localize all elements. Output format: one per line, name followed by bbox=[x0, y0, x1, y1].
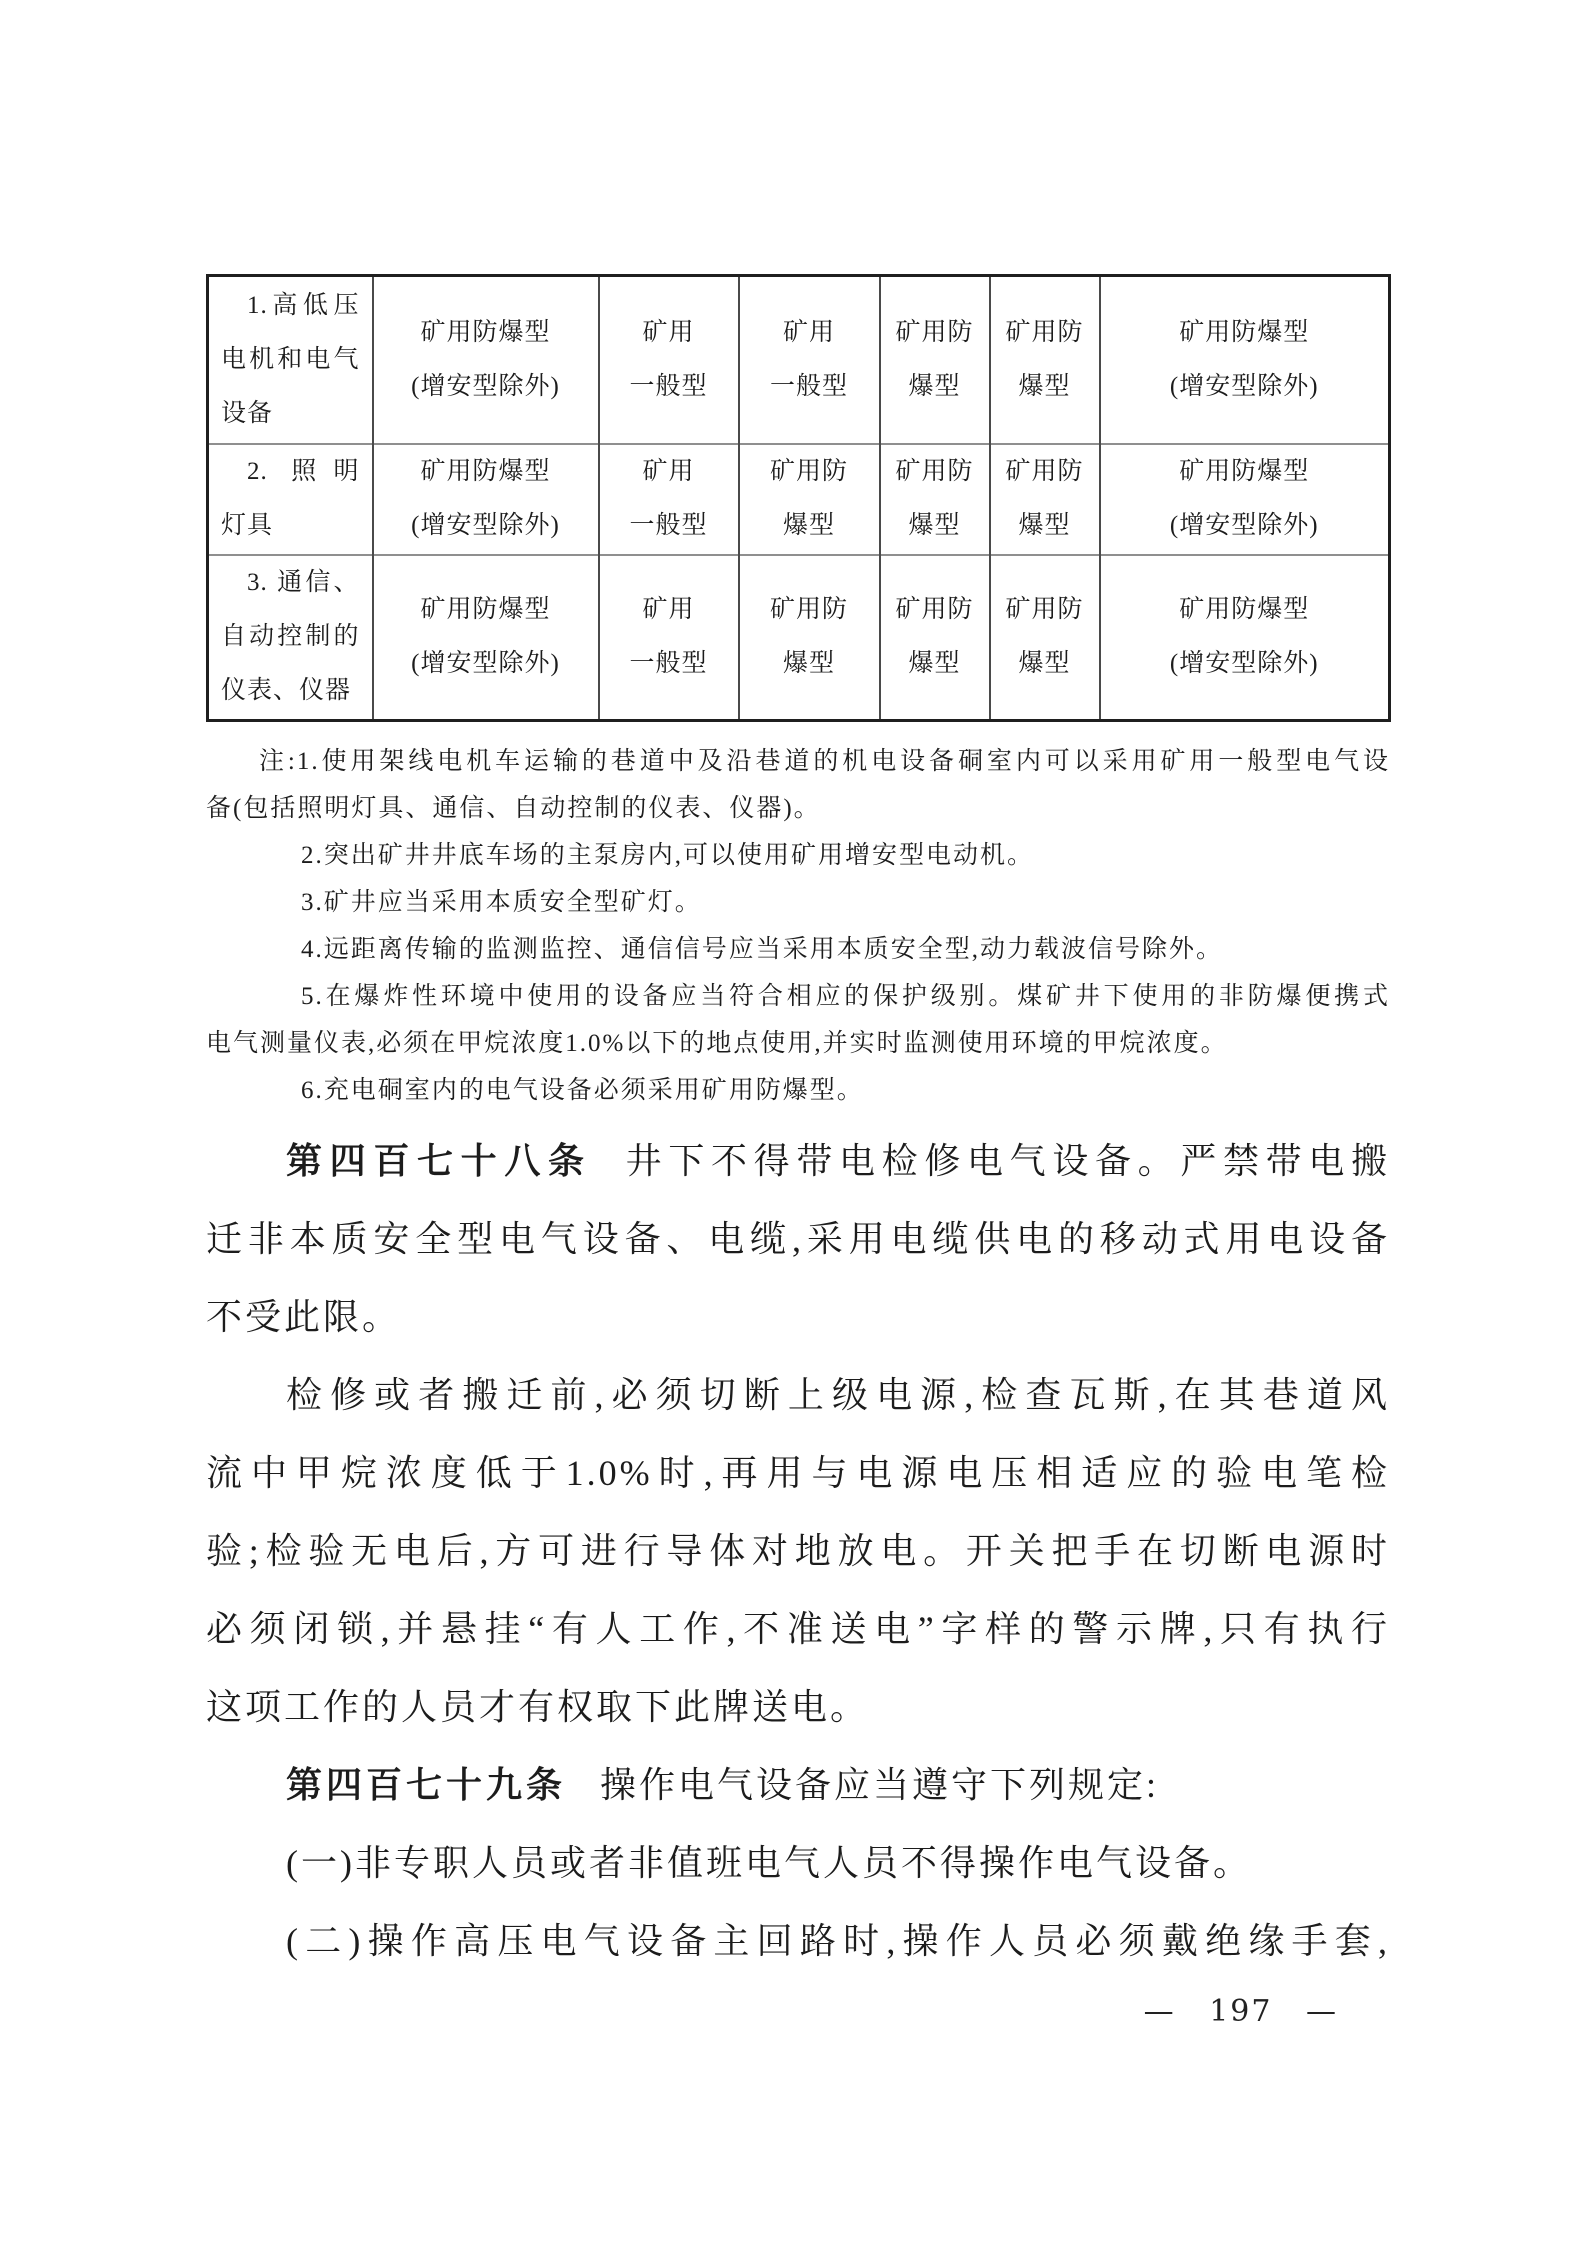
table-cell-line: 爆型 bbox=[908, 372, 961, 400]
body-text-line: 必须闭锁,并悬挂“有人工作,不准送电”字样的警示牌,只有执行 bbox=[206, 1609, 1390, 1649]
table-cell-line: 爆型 bbox=[782, 650, 835, 678]
table-cell-line: (增安型除外) bbox=[411, 650, 560, 678]
table-notes bbox=[206, 738, 1390, 1114]
body-text-line: 第四百七十九条 操作电气设备应当遵守下列规定: bbox=[286, 1764, 1160, 1805]
table-cell-line: 矿用防爆型 bbox=[420, 458, 551, 485]
table-cell-line: 一般型 bbox=[629, 372, 708, 400]
table-cell bbox=[990, 555, 1100, 721]
article-number: 第四百七十八条 bbox=[286, 1140, 592, 1181]
row-label-line: 电机和电气 bbox=[221, 345, 360, 373]
table-cell bbox=[739, 555, 880, 721]
body-text-line: 检修或者搬迁前,必须切断上级电源,检查瓦斯,在其巷道风 bbox=[286, 1375, 1390, 1415]
page-number: — 197 — bbox=[1143, 1994, 1338, 2029]
table-cell-line: 矿用防爆型 bbox=[1179, 458, 1310, 485]
table-cell-line: 矿用防 bbox=[895, 596, 974, 624]
table-cell bbox=[373, 276, 599, 444]
body-text-line: 迁非本质安全型电气设备、电缆,采用电缆供电的移动式用电设备 bbox=[206, 1219, 1390, 1259]
table-cell-line: 矿用防爆型 bbox=[1179, 318, 1310, 346]
row-label-cell bbox=[208, 276, 373, 444]
table-cell-line: 一般型 bbox=[769, 372, 848, 400]
table-cell bbox=[990, 276, 1100, 444]
table-cell bbox=[1100, 555, 1390, 721]
table-cell-line: 矿用防 bbox=[895, 458, 974, 485]
table-cell bbox=[880, 276, 990, 444]
table-cell-line: 矿用防爆型 bbox=[420, 596, 551, 624]
table-cell bbox=[1100, 444, 1390, 555]
table-cell-line: 一般型 bbox=[629, 512, 708, 539]
equipment-type-table bbox=[206, 274, 1391, 722]
note-line: 6.充电硐室内的电气设备必须采用矿用防爆型。 bbox=[301, 1077, 864, 1104]
row-label-line: 1.高低压 bbox=[247, 291, 360, 319]
table-cell-line: 矿用防 bbox=[1005, 596, 1084, 624]
article-number: 第四百七十九条 bbox=[286, 1764, 567, 1805]
body-text-line: 第四百七十八条 井下不得带电检修电气设备。严禁带电搬 bbox=[286, 1140, 1390, 1181]
table-cell bbox=[599, 276, 739, 444]
table-cell bbox=[373, 444, 599, 555]
table-cell-line: 爆型 bbox=[1018, 512, 1071, 539]
table-row bbox=[208, 555, 1390, 721]
table-cell-line: 矿用 bbox=[782, 318, 835, 346]
body-text-line: 验;检验无电后,方可进行导体对地放电。开关把手在切断电源时 bbox=[206, 1531, 1390, 1571]
body-text-line: 不受此限。 bbox=[206, 1297, 402, 1337]
table-row bbox=[208, 444, 1390, 555]
table-cell-line: 矿用防爆型 bbox=[420, 318, 551, 346]
row-label-line: 设备 bbox=[221, 399, 274, 427]
table-cell-line: 矿用防 bbox=[895, 318, 974, 346]
row-label-cell bbox=[208, 555, 373, 721]
row-label-cell bbox=[208, 444, 373, 555]
row-label-line: 灯具 bbox=[221, 512, 274, 539]
note-line: 5.在爆炸性环境中使用的设备应当符合相应的保护级别。煤矿井下使用的非防爆便携式 bbox=[301, 983, 1390, 1010]
table-cell bbox=[880, 444, 990, 555]
table-cell bbox=[880, 555, 990, 721]
table-cell-line: 矿用防 bbox=[1005, 318, 1084, 346]
note-line: 电气测量仪表,必须在甲烷浓度1.0%以下的地点使用,并实时监测使用环境的甲烷浓度。 bbox=[206, 1030, 1228, 1057]
table-cell-line: (增安型除外) bbox=[411, 372, 560, 400]
table-cell bbox=[990, 444, 1100, 555]
table-cell bbox=[739, 444, 880, 555]
row-label-line: 2. 照明 bbox=[247, 458, 360, 485]
table-cell bbox=[739, 276, 880, 444]
note-line: 4.远距离传输的监测监控、通信信号应当采用本质安全型,动力载波信号除外。 bbox=[301, 936, 1224, 963]
table-cell bbox=[599, 444, 739, 555]
table-cell-line: (增安型除外) bbox=[1169, 650, 1319, 678]
table-cell-line: (增安型除外) bbox=[1169, 372, 1319, 400]
row-label-line: 3. 通信、 bbox=[247, 569, 360, 597]
page-content bbox=[206, 274, 1390, 2029]
table-cell-line: 一般型 bbox=[629, 650, 708, 678]
body-text-line: 这项工作的人员才有权取下此牌送电。 bbox=[206, 1687, 870, 1727]
table-cell-line: 矿用防爆型 bbox=[1179, 596, 1310, 624]
article-paragraphs bbox=[206, 1122, 1390, 1980]
table-cell bbox=[1100, 276, 1390, 444]
row-label-line: 仪表、仪器 bbox=[221, 677, 352, 705]
table-cell-line: 矿用防 bbox=[769, 458, 848, 485]
note-line: 注:1.使用架线电机车运输的巷道中及沿巷道的机电设备硐室内可以采用矿用一般型电气设 bbox=[259, 748, 1390, 775]
table-cell-line: 矿用 bbox=[642, 596, 695, 624]
table-cell-line: 爆型 bbox=[1018, 372, 1071, 400]
note-line: 3.矿井应当采用本质安全型矿灯。 bbox=[301, 889, 702, 916]
table-cell bbox=[373, 555, 599, 721]
table-cell-line: (增安型除外) bbox=[1169, 512, 1319, 539]
table-cell-line: 爆型 bbox=[782, 512, 835, 539]
table-row bbox=[208, 276, 1390, 444]
table-cell-line: 爆型 bbox=[908, 650, 961, 678]
table-cell-line: (增安型除外) bbox=[411, 512, 560, 539]
body-text-line: (二)操作高压电气设备主回路时,操作人员必须戴绝缘手套, bbox=[286, 1921, 1390, 1961]
table-cell-line: 爆型 bbox=[1018, 650, 1071, 678]
note-line: 备(包括照明灯具、通信、自动控制的仪表、仪器)。 bbox=[206, 795, 821, 822]
table-cell bbox=[599, 555, 739, 721]
table-cell-line: 爆型 bbox=[908, 512, 961, 539]
body-text-line: 流中甲烷浓度低于1.0%时,再用与电源电压相适应的验电笔检 bbox=[206, 1453, 1390, 1493]
table-cell-line: 矿用防 bbox=[769, 596, 848, 624]
row-label-line: 自动控制的 bbox=[221, 623, 360, 651]
note-line: 2.突出矿井井底车场的主泵房内,可以使用矿用增安型电动机。 bbox=[301, 842, 1035, 869]
body-text-line: (一)非专职人员或者非值班电气人员不得操作电气设备。 bbox=[286, 1843, 1252, 1883]
table-cell-line: 矿用防 bbox=[1005, 458, 1084, 485]
table-cell-line: 矿用 bbox=[642, 458, 695, 485]
table-cell-line: 矿用 bbox=[642, 318, 695, 346]
